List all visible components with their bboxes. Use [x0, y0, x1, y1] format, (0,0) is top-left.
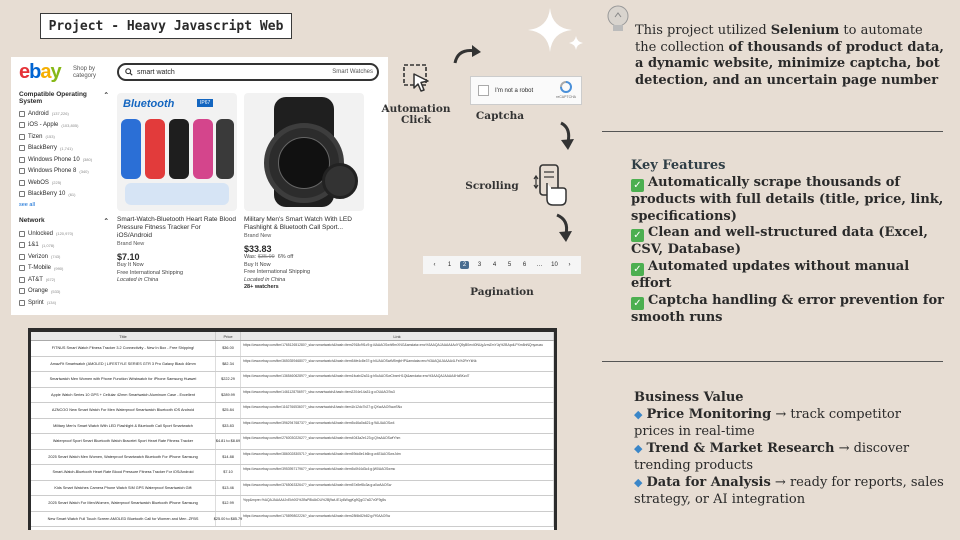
sparkle-icon — [568, 35, 584, 51]
feature-item: ✓ Automatically scrape thousands of products with full details (title, price, link, specifications) — [631, 174, 944, 224]
shipping-info: Free International Shipping — [117, 269, 184, 276]
shipping-info: Free International Shipping — [244, 269, 311, 275]
filter-checkbox[interactable] — [19, 191, 25, 197]
page-number[interactable]: … — [536, 262, 543, 268]
table-row — [31, 512, 554, 528]
filter-count: (137,226) — [51, 111, 69, 117]
cell-link[interactable]: https://www.ebay.com/itm/175899802226?_skw=smartwatch&hash=item28f4b82b82:g:Ff0AAOSw — [241, 512, 554, 527]
business-value-title: Trend & Market Research — [646, 441, 835, 456]
page-number[interactable]: 2 — [460, 261, 469, 269]
filter-option[interactable] — [19, 240, 109, 252]
filter-option[interactable] — [19, 108, 109, 120]
key-features-heading: Key Features — [631, 158, 726, 173]
cell-price[interactable]: $82.34 — [216, 357, 241, 372]
filter-label: Unlocked — [28, 230, 54, 237]
filter-checkbox[interactable] — [19, 300, 25, 306]
cell-title[interactable]: 2025 Smart Watch Men Women, Waterproof Smartwatch Bluetooth For iPhone Samsung — [31, 450, 216, 465]
feature-item: ✓ Clean and well-structured data (Excel, CSV, Database) — [631, 225, 928, 258]
business-value-description: discover trending products — [634, 441, 910, 473]
item-location: Located in China — [244, 276, 286, 283]
filter-count: (743) — [51, 254, 61, 260]
cell-link[interactable]: https://www.ebay.com/itm/365035946807?_skw=smartwatch&hash=item54fe4c8e37:g:hIUAAOSwiM5mjbHP&amdata=enc%3AAQAJAAAA4LFs%2FeYkNk — [241, 357, 554, 372]
table-row — [31, 341, 554, 357]
ip67-badge: IP67 — [197, 99, 213, 107]
business-value-title: Price Monitoring — [646, 407, 772, 422]
filter-option[interactable] — [19, 154, 109, 166]
buy-it-now: Buy It Now — [117, 262, 144, 268]
filter-label: Orange — [28, 288, 49, 295]
cell-price[interactable]: $222.29 — [216, 372, 241, 387]
cell-link[interactable]: https://www.ebay.com/itm/136546062897?_skw=smartwatch&hash=item1fcab42a31:g:h5cAAOSwCbxmH1Qt&amdata=enc%3AAQAJAAAA4HcBKzd7 — [241, 372, 554, 387]
sheet-header — [31, 332, 554, 341]
filter-checkbox[interactable] — [19, 157, 25, 163]
filter-option[interactable] — [19, 189, 109, 201]
check-icon: ✓ — [631, 179, 644, 192]
table-row — [31, 388, 554, 404]
filter-option[interactable] — [19, 263, 109, 275]
filter-label: BlackBerry — [28, 145, 58, 152]
buy-it-now: Buy It Now — [244, 261, 271, 268]
filter-label: Verizon — [28, 253, 49, 260]
divider — [602, 361, 943, 362]
cell-title[interactable]: 2025 Smart Watch For Men/Women, Waterproof Smartwatch Bluetooth iPhone Samsung — [31, 496, 216, 511]
check-icon: ✓ — [631, 263, 644, 276]
business-value-item — [634, 474, 944, 508]
table-row — [31, 419, 554, 435]
cell-price[interactable]: $13.46 — [216, 481, 241, 496]
cell-title[interactable]: New Smart Watch Full Touch Screen AMOLED Bluetooth Call for Women and Men -ZFBS — [31, 512, 216, 527]
cell-link[interactable]: https://www.ebay.com/itm/376506332647?_skw=smartwatch&hash=item57a9ef8c3a:g:a0wAAOSw — [241, 481, 554, 496]
filter-count: (120,970) — [56, 231, 74, 237]
filter-checkbox[interactable] — [19, 288, 25, 294]
ebay-screenshot — [11, 57, 388, 315]
page-number[interactable]: 1 — [447, 262, 452, 268]
column-header-price[interactable]: Price — [216, 332, 241, 340]
product-card[interactable] — [244, 93, 364, 292]
product-condition: Brand New — [244, 233, 272, 239]
filter-count: (380) — [82, 157, 93, 163]
item-location: Located in China — [117, 277, 159, 283]
cell-price[interactable]: $33.83 — [216, 419, 241, 434]
chevron-up-icon: ⌃ — [103, 218, 109, 225]
filter-option[interactable] — [19, 177, 109, 189]
filter-count: (340) — [79, 168, 89, 174]
filter-label: Sprint — [28, 299, 44, 306]
cell-title[interactable]: AZNCOO New Smart Watch For Men Waterproof Smartwatch Bluetooth iOS Android — [31, 403, 216, 418]
filter-count: (61) — [68, 191, 76, 197]
business-value-item — [634, 440, 944, 474]
check-icon: ✓ — [631, 229, 644, 242]
cell-title[interactable]: AmazFit Smartwatch (AMOLED | LIFESTYLE SERIES GTR 3 Pro Galaxy Black 46mm — [31, 357, 216, 372]
captcha-checkbox[interactable] — [478, 85, 489, 96]
filter-option[interactable] — [19, 143, 109, 155]
filter-checkbox[interactable] — [19, 254, 25, 260]
captcha-text: I'm not a robot — [495, 87, 534, 94]
business-value-heading: Business Value — [634, 390, 744, 405]
product-price: $33.83 — [244, 244, 272, 254]
page-number[interactable]: 4 — [492, 262, 497, 268]
see-all-link[interactable]: see all — [19, 202, 35, 208]
search-input[interactable] — [117, 63, 379, 81]
filter-label: Tizen — [28, 133, 43, 140]
automation-click-label: Automation Click — [381, 103, 451, 126]
table-row — [31, 481, 554, 497]
cell-title[interactable]: Waterproof Sport Smart Bluetooth Watch Bracelet Sport Heart Rate Fitness Tracker — [31, 434, 216, 449]
business-value-item — [634, 406, 944, 440]
filter-checkbox[interactable] — [19, 180, 25, 186]
project-title: Project - Heavy Javascript Web — [40, 13, 292, 39]
pagination-label: Pagination — [470, 286, 534, 298]
curved-arrow-icon — [553, 212, 575, 244]
product-condition: Brand New — [117, 241, 145, 247]
page-number[interactable]: 3 — [477, 262, 482, 268]
cell-link[interactable]: https://www.ebay.com/itm/146112875697?_skw=smartwatch&hash=item2204e14a31:g:oOUAAOSw3 — [241, 388, 554, 403]
cell-price[interactable]: $289.99 — [216, 388, 241, 403]
pagination-bar — [423, 256, 581, 274]
filter-option[interactable] — [19, 251, 109, 263]
filter-checkbox[interactable] — [19, 122, 25, 128]
column-header-title[interactable]: Title — [31, 332, 216, 340]
filter-label: Windows Phone 10 — [28, 156, 80, 163]
filter-label: BlackBerry 10 — [28, 191, 66, 198]
recaptcha-widget[interactable] — [470, 76, 582, 105]
cell-price[interactable]: $7.10 — [216, 465, 241, 480]
filter-label: 1&1 — [28, 242, 39, 249]
product-price: $7.10 — [117, 252, 140, 262]
filter-checkbox[interactable] — [19, 145, 25, 151]
filter-option[interactable] — [19, 228, 109, 240]
page-number[interactable]: 6 — [522, 262, 527, 268]
next-page-button[interactable]: › — [568, 262, 571, 268]
curved-arrow-icon — [452, 43, 484, 67]
business-value-description: track competitor prices in real-time — [634, 407, 901, 439]
cell-link[interactable]: https://www.ebay.com/itm/395395717967?_skw=smartwatch&hash=item5c0f44d3c4:g:jW0AAOSwmc — [241, 465, 554, 480]
filter-label: Windows Phone 8 — [28, 168, 77, 175]
lightbulb-icon — [603, 2, 633, 36]
table-row — [31, 450, 554, 466]
filter-checkbox[interactable] — [19, 242, 25, 248]
arrow-icon: → — [771, 407, 791, 422]
diamond-icon: ◆ — [634, 442, 643, 455]
cell-price[interactable]: $36.00 — [216, 341, 241, 356]
filter-count: (103,805) — [61, 122, 79, 128]
cell-title[interactable]: Apple Watch Series 10 GPS + Cellular 42mm Smartwatch Aluminum Case - Excellent — [31, 388, 216, 403]
search-icon — [125, 68, 133, 76]
filter-option[interactable] — [19, 286, 109, 298]
cell-link[interactable]: https://www.ebay.com/itm/116276653607?_skw=smartwatch&hash=item1b12dc7b27:g:QXwAAOSwwSNo — [241, 403, 554, 418]
scrolling-label: Scrolling — [465, 180, 519, 192]
filter-count: (1,078) — [41, 242, 55, 248]
business-value-description: ready for reports, sales strategy, or AI integration — [634, 475, 944, 507]
business-value-title: Data for Analysis — [646, 475, 771, 490]
arrow-icon: → — [834, 441, 854, 456]
cell-link[interactable]: https://www.ebay.com/itm/386002830571?_skw=smartwatch&hash=item59dc8e1b6b:g:w4EAAOSwxJdm — [241, 450, 554, 465]
filter-count: (134) — [46, 300, 57, 306]
cell-price[interactable]: $14.88 — [216, 450, 241, 465]
filter-label: T-Mobile — [28, 265, 52, 272]
filter-label: WebOS — [28, 179, 49, 186]
os-filter-heading[interactable]: Compatible Operating System ⌃ — [19, 91, 109, 105]
search-category[interactable]: Smart Watches — [332, 69, 373, 75]
filter-option[interactable] — [19, 297, 109, 309]
arrow-icon: → — [770, 475, 790, 490]
ebay-logo[interactable]: ebay — [19, 61, 61, 83]
product-title[interactable]: Smart-Watch-Bluetooth Heart Rate Blood Pressure Fitness Tracker For iOS/Android — [117, 216, 236, 239]
table-row — [31, 372, 554, 388]
filter-checkbox[interactable] — [19, 168, 25, 174]
cell-price[interactable]: $25.84 — [216, 403, 241, 418]
scraped-data-spreadsheet — [28, 328, 557, 530]
business-value-section — [634, 389, 944, 508]
filter-option[interactable] — [19, 131, 109, 143]
watchers-count: 28+ watchers — [244, 284, 279, 290]
image-brand-text: Bluetooth — [123, 98, 175, 110]
cell-link[interactable]: https://www.ebay.com/itm/396294768737?_skw=smartwatch&hash=item5c46a0a621:g:9AUAAOSw4 — [241, 419, 554, 434]
filter-count: (533) — [51, 288, 61, 294]
filter-checkbox[interactable] — [19, 265, 25, 271]
filter-checkbox[interactable] — [19, 111, 25, 117]
filter-label: Android — [28, 110, 49, 117]
filter-checkbox[interactable] — [19, 231, 25, 237]
filter-count: (672) — [45, 277, 56, 283]
scroll-phone-icon — [533, 163, 569, 207]
table-row — [31, 434, 554, 450]
feature-item: ✓ Captcha handling & error prevention for smooth runs — [631, 292, 945, 325]
column-header-link[interactable]: Link — [241, 332, 554, 340]
table-row — [31, 403, 554, 419]
divider — [602, 131, 943, 132]
cell-link[interactable]: %pp&mpre=%AQAJAAAA4JvEkh0G%2BsP8kAbDU%2Bj9wLiE1y6WqgKg9QgG7aD7v0F9g5s — [241, 496, 554, 511]
cursor-click-icon — [402, 63, 432, 93]
filter-checkbox[interactable] — [19, 134, 25, 140]
cell-price[interactable]: $25.00 to $85.79 — [216, 512, 241, 527]
project-description: This project utilized Selenium to automate the collection of thousands of product data, a dynamic website, minimize captcha, bot detection, and an uncertain page number — [635, 23, 944, 88]
cell-title[interactable]: Kids Smart Watches Camera Phone Watch SIM GPS Waterproof Smartwatch Gift — [31, 481, 216, 496]
diamond-icon: ◆ — [634, 408, 643, 421]
cell-title[interactable]: Smart-Watch-Bluetooth Heart Rate Blood Pressure Fitness Tracker For iOS/Android — [31, 465, 216, 480]
search-query: smart watch — [137, 68, 175, 76]
shop-by-category[interactable]: Shop by category — [73, 66, 97, 79]
filter-option[interactable] — [19, 274, 109, 286]
page-number[interactable]: 5 — [507, 262, 512, 268]
check-icon: ✓ — [631, 297, 644, 310]
table-row — [31, 357, 554, 373]
filter-sidebar — [19, 91, 109, 309]
filter-count: (225) — [51, 180, 62, 186]
filter-checkbox[interactable] — [19, 277, 25, 283]
product-title[interactable]: Military Men's Smart Watch With LED Flashlight & Bluetooth Call Sport... — [244, 216, 352, 231]
filter-count: (1,741) — [60, 145, 73, 151]
product-card[interactable] — [117, 93, 237, 285]
page-number[interactable]: 10 — [551, 262, 558, 268]
cell-link[interactable]: https://www.ebay.com/itm/176512651280?_skw=smartwatch&hash=item2918c9f1c9:g:i4AAAOSwhl9mXNG&amdata=enc%3AAQAJAAAA4AdYQ5yB0ev40NUgJzmZmYJq%2BApdLPXm8nNQnywuzu — [241, 341, 554, 356]
cell-price[interactable]: $4.81 to $8.69 — [216, 434, 241, 449]
table-row — [31, 465, 554, 481]
key-features-section — [631, 158, 946, 327]
cell-title[interactable]: Smartwatch Men Women with Phone Function Wristwatch for iPhone Samsung Huawei — [31, 372, 216, 387]
table-row — [31, 496, 554, 512]
cell-price[interactable]: $12.99 — [216, 496, 241, 511]
diamond-icon: ◆ — [634, 476, 643, 489]
product-image[interactable] — [244, 93, 364, 211]
cell-title[interactable]: FITNUS Smart Watch Fitness Tracker 3.2 Connectivity - New In Box - Free Shipping! — [31, 341, 216, 356]
filter-count: (990) — [54, 265, 64, 271]
filter-option[interactable] — [19, 120, 109, 132]
feature-item: ✓ Automated updates without manual effort — [631, 259, 910, 292]
filter-option[interactable] — [19, 166, 109, 178]
recaptcha-logo: reCAPTCHA — [556, 81, 576, 99]
cell-title[interactable]: Military Men's Smart Watch With LED Flashlight & Bluetooth Call Sport Smartwatch — [31, 419, 216, 434]
chevron-up-icon: ⌃ — [103, 92, 109, 99]
network-filter-heading[interactable]: Network ⌃ — [19, 217, 109, 225]
prev-page-button[interactable]: ‹ — [433, 262, 436, 268]
filter-count: (153) — [45, 134, 55, 140]
cell-link[interactable]: https://www.ebay.com/itm/276003022627?_skw=smartwatch&hash=item4043a2e123:g:QhsAAOSwfYhm — [241, 434, 554, 449]
captcha-label: Captcha — [475, 110, 525, 122]
filter-label: AT&T — [28, 276, 43, 283]
was-price: Was: $35.99 6% off — [244, 254, 294, 260]
filter-label: iOS - Apple — [28, 122, 59, 129]
curved-arrow-icon — [557, 120, 577, 152]
product-image[interactable] — [117, 93, 237, 211]
